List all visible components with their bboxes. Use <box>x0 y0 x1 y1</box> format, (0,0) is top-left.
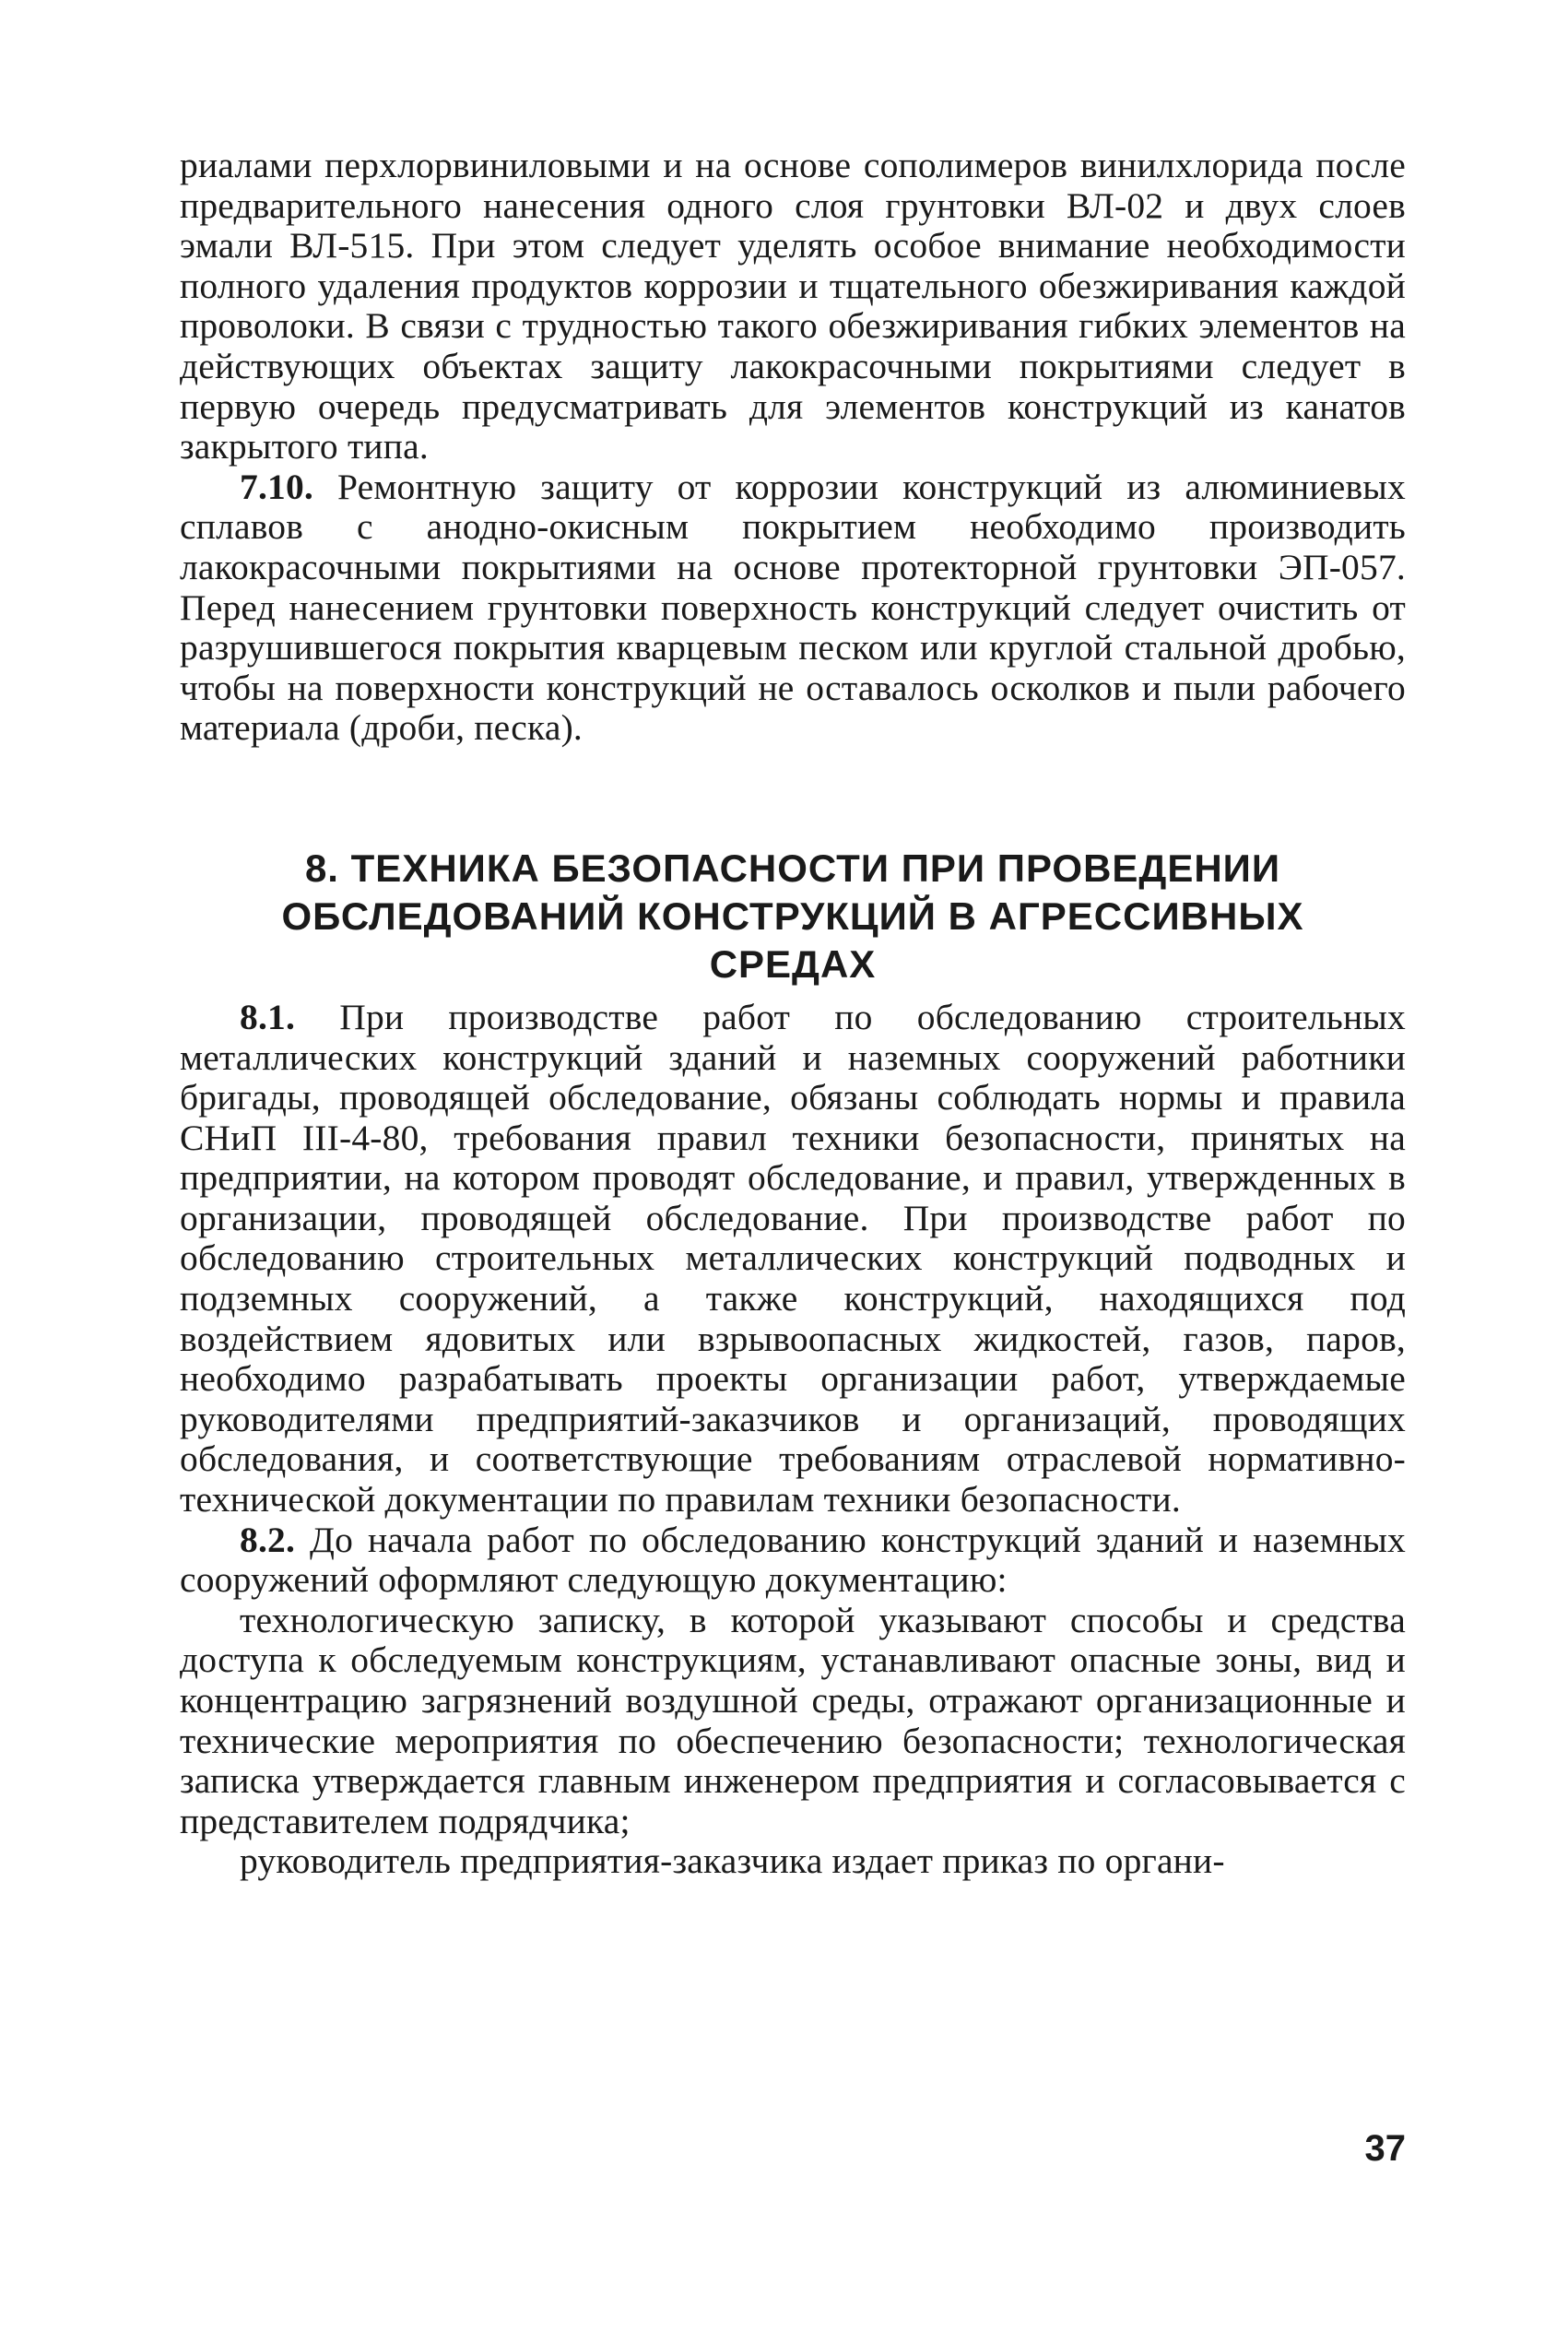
section-heading <box>180 845 1406 988</box>
paragraph-8-2 <box>180 1520 1406 1601</box>
paragraph-text: До начала работ по обследованию конструкций зданий и наземных сооружений оформляют следующую документацию: <box>180 1519 1406 1601</box>
paragraph-text: Ремонтную защиту от коррозии конструкций из алюминиевых сплавов с анодно-окисным покрытием необходимо производить лакокрасочными покрытиями на основе протекторной грунтовки ЭП-057. Перед нанесением грунтовки поверхность конструкций следует очистить от разрушившегося покрытия кварцевым песком или круглой стальной дробью, чтобы на поверхности конструкций не оставалось осколков и пыли рабочего материала (дроби, песка). <box>180 466 1406 749</box>
list-item-order: руководитель предприятия-заказчика издает приказ по органи- <box>240 1840 1225 1882</box>
section-heading-line: 8. ТЕХНИКА БЕЗОПАСНОСТИ ПРИ ПРОВЕДЕНИИ <box>304 846 1281 890</box>
paragraph-text: При производстве работ по обследованию строительных металлических конструкций зданий и наземных сооружений работники бригады, проводящей обследование, обязаны соблюдать нормы и правила СНиП III-4-80, требования правил техники безопасности, принятых на предприятии, на котором проводят обследование, и правил, утвержденных в организации, проводящей обследование. При производстве работ по обследованию строительных металлических конструкций подводных и подземных сооружений, а также конструкций, находящихся под воздействием ядовитых или взрывоопасных жидкостей, газов, паров, необходимо разрабатывать проекты организации работ, утверждаемые руководителями предприятий-заказчиков и организаций, проводящих обследования, и соответствующие требованиям отраслевой нормативно-технической документации по правилам техники безопасности. <box>180 996 1406 1520</box>
paragraph-continuation: риалами перхлорвиниловыми и на основе сополимеров винилхлорида после предварительного нанесения одного слоя грунтовки ВЛ-02 и двух слоев эмали ВЛ-515. При этом следует уделять особое внимание необходимости полного удаления продуктов коррозии и тщательного обезжиривания каждой проволоки. В связи с трудностью такого обезжиривания гибких элементов на действующих объектах защиту лакокрасочными покрытиями следует в первую очередь предусматривать для элементов конструкций из канатов закрытого типа. <box>180 145 1406 467</box>
paragraph-7-10 <box>180 467 1406 749</box>
page-body <box>180 146 1406 1882</box>
page-number: 37 <box>1364 2128 1406 2169</box>
paragraph-number: 8.2. <box>240 1519 296 1560</box>
paragraph-number: 8.1. <box>240 996 296 1037</box>
section-heading-line: ОБСЛЕДОВАНИЙ КОНСТРУКЦИЙ В АГРЕССИВНЫХ <box>281 893 1304 938</box>
paragraph-number: 7.10. <box>240 466 313 507</box>
paragraph-8-1 <box>180 998 1406 1520</box>
list-item-tech-note: технологическую записку, в которой указывают способы и средства доступа к обследуемым конструкциям, устанавливают опасные зоны, вид и концентрацию загрязнений воздушной среды, отражают организационные и технические мероприятия по обеспечению безопасности; технологическая записка утверждается главным инженером предприятия и согласовывается с представителем подрядчика; <box>180 1599 1406 1841</box>
section-heading-line: СРЕДАХ <box>709 941 877 986</box>
